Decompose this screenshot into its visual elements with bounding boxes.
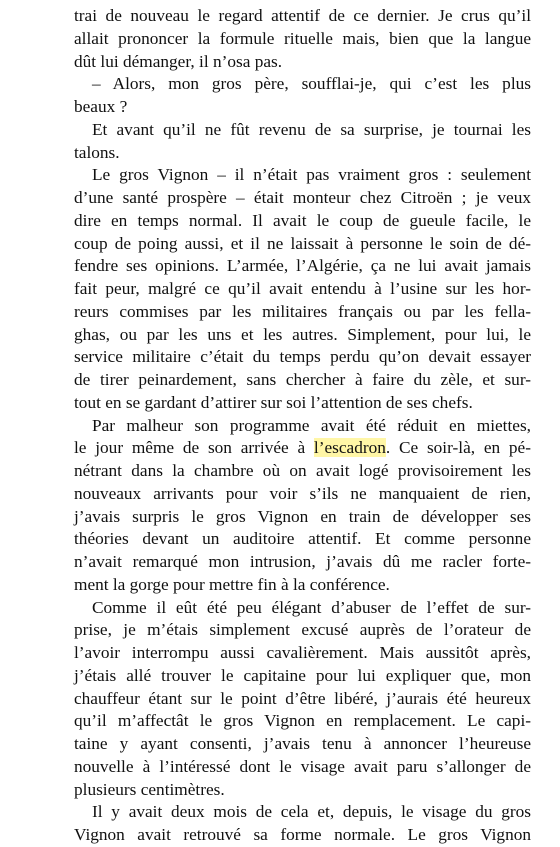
page-text — [74, 5, 531, 847]
text-line: tout en se gardant d’attirer sur soi l’attention de ses chefs. — [74, 392, 473, 412]
text-after-highlight: . Ce soir-là, en pé- — [385, 438, 531, 458]
text-line: Et avant qu’il ne fût revenu de sa surprise, je tournai les — [92, 119, 531, 139]
text-line: ment la gorge pour mettre fin à la conférence. — [74, 574, 390, 594]
text-line: taine y ayant consenti, j’avais tenu à annoncer l’heureuse — [74, 734, 531, 753]
text-line: chauffeur étant sur le point d’être libéré, j’aurais été heureux — [74, 688, 531, 708]
text-line: dût lui démanger, il n’osa pas. — [74, 51, 283, 71]
text-line: beaux ? — [74, 97, 128, 116]
text-line: nouvelle à l’intéressé dont le visage avait paru s’allonger de — [74, 756, 531, 776]
text-line: Il y avait deux mois de cela et, depuis, le visage du gros — [92, 802, 531, 822]
text-line: trai de nouveau le regard attentif de ce dernier. Je crus qu’il — [74, 6, 531, 25]
text-line: nétrant dans la chambre où on avait logé provisoirement les — [74, 461, 531, 480]
text-line: reurs commises par les militaires français ou par les fella- — [74, 301, 531, 321]
text-line: prise, je m’étais simplement excusé auprès de l’orateur de — [74, 620, 531, 640]
text-line: ghas, ou par les uns et les autres. Simplement, pour lui, le — [74, 324, 531, 344]
text-line: théories devant un auditoire attentif. Et comme personne — [74, 529, 531, 549]
text-line: n’avait remarqué mon intrusion, j’avais dû me racler forte- — [74, 552, 531, 571]
text-line: fait peur, malgré ce qu’il avait entendu à l’usine sur les hor- — [74, 279, 531, 298]
highlighted-word: l’escadron — [313, 438, 386, 458]
text-line: fendre ses opinions. L’armée, l’Algérie, ça ne lui avait jamais — [74, 256, 531, 276]
text-line: de tirer peinardement, sans chercher à faire du zèle, et sur- — [74, 370, 531, 389]
text-line: l’avoir interrompu aussi cavalièrement. Mais aussitôt après, — [74, 643, 531, 662]
text-line: plusieurs centimètres. — [74, 779, 225, 799]
text-line: j’avais surpris le gros Vignon en train de développer ses — [74, 506, 531, 526]
text-line: qu’il m’affectât le gros Vignon en remplacement. Le capi- — [74, 711, 531, 731]
text-line: allait prononcer la formule rituelle mais, bien que la langue — [74, 28, 531, 48]
text-line: nouveaux arrivants pour voir s’ils ne manquaient de rien, — [74, 483, 531, 503]
text-line: talons. — [74, 142, 120, 162]
text-line: j’étais allé trouver le capitaine pour lui expliquer que, mon — [74, 665, 531, 685]
text-line: d’une santé prospère – était monteur chez Citroën ; je veux — [74, 188, 531, 207]
text-line: Par malheur son programme avait été réduit en miettes, — [92, 415, 531, 435]
text-before-highlight: le jour même de son arrivée à — [74, 438, 314, 458]
text-line: dire en temps normal. Il avait le coup de gueule facile, le — [74, 210, 531, 230]
text-line: Vignon avait retrouvé sa forme normale. Le gros Vignon — [74, 825, 531, 844]
text-line-highlighted — [74, 437, 531, 460]
text-line: – Alors, mon gros père, soufflai-je, qui c’est les plus — [92, 74, 531, 94]
text-line: Le gros Vignon – il n’était pas vraiment gros : seulement — [92, 165, 531, 185]
text-line: coup de poing aussi, et il ne laissait à personne le soin de dé- — [74, 233, 531, 253]
text-line: service militaire c’était du temps perdu qu’on devait essayer — [74, 347, 531, 367]
text-line: Comme il eût été peu élégant d’abuser de l’effet de sur- — [92, 597, 531, 617]
